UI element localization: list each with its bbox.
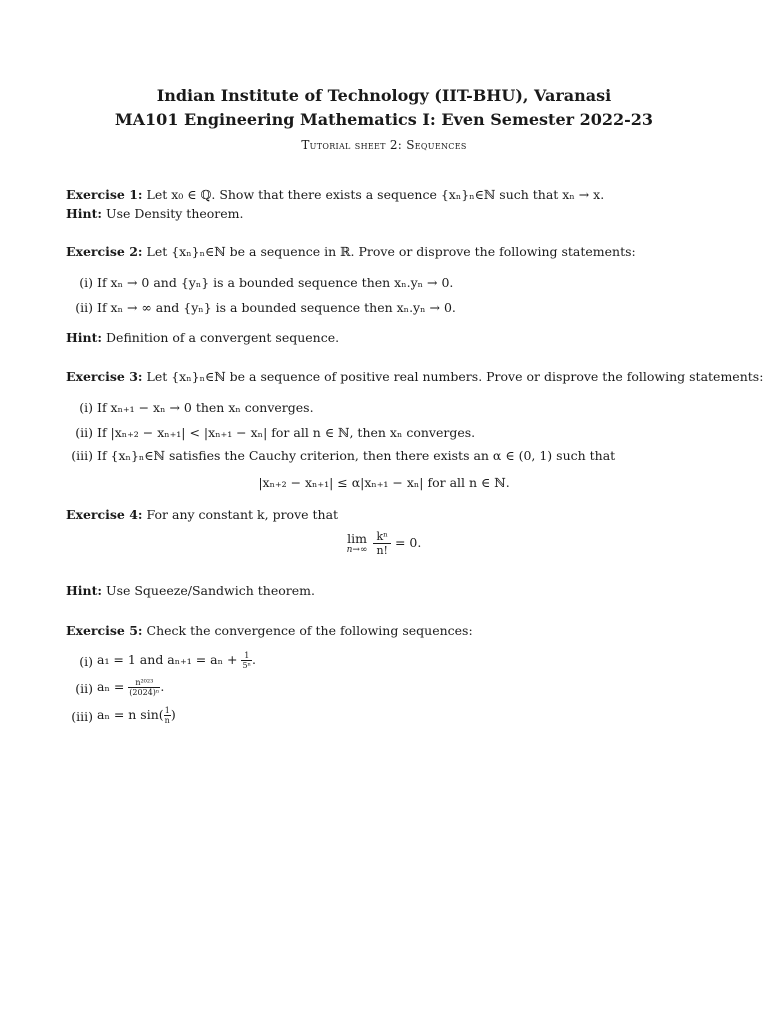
exercise-4-text: For any constant k, prove that (146, 507, 339, 522)
exercise-2 (66, 244, 706, 260)
list-item-number: (iii) (71, 448, 93, 463)
list-item-number: (iii) (71, 709, 93, 724)
hint-text: Use Density theorem. (106, 206, 244, 221)
item-prefix: aₙ = n sin( (97, 707, 164, 722)
fraction-numerator: 1 (164, 706, 170, 715)
sheet-title: Tutorial sheet 2: Sequences (301, 138, 467, 152)
list-item-number: (i) (79, 400, 93, 415)
list-item (97, 706, 176, 725)
fraction-denominator: 5ⁿ (242, 661, 252, 670)
item-suffix: . (252, 652, 257, 667)
exercise-1-label: Exercise 1: (66, 187, 143, 202)
hint-label: Hint: (66, 583, 103, 598)
item-suffix: . (160, 679, 165, 694)
limit-operator (347, 532, 368, 555)
exercise-2-text: Let {xₙ}ₙ∈ℕ be a sequence in ℝ. Prove or disprove the following statements: (146, 244, 636, 259)
exercise-1-hint (66, 206, 706, 222)
item-prefix: aₙ = (97, 679, 129, 694)
list-item: If xₙ → ∞ and {yₙ} is a bounded sequence then xₙ.yₙ → 0. (97, 300, 456, 315)
display-inequality: |xₙ₊₂ − xₙ₊₁| ≤ α|xₙ₊₁ − xₙ| for all n ∈ ℕ. (258, 475, 510, 490)
exercise-3 (66, 369, 764, 385)
exercise-1 (66, 187, 706, 203)
limit-fraction (373, 530, 391, 557)
list-item: If |xₙ₊₂ − xₙ₊₁| < |xₙ₊₁ − xₙ| for all n ∈ ℕ, then xₙ converges. (97, 425, 476, 440)
exercise-3-label: Exercise 3: (66, 369, 143, 384)
inline-fraction (241, 651, 252, 670)
item-suffix: ) (170, 707, 176, 722)
lim-subscript: n→∞ (346, 545, 368, 555)
exercise-5-text: Check the convergence of the following sequences: (146, 623, 473, 638)
list-item-number: (i) (79, 275, 93, 290)
display-limit (0, 530, 768, 557)
inline-fraction (164, 706, 171, 725)
exercise-2-hint (66, 330, 706, 346)
fraction-denominator: n (164, 716, 170, 725)
hint-label: Hint: (66, 206, 103, 221)
exercise-4-label: Exercise 4: (66, 507, 143, 522)
list-item-number: (ii) (75, 425, 93, 440)
course-title: MA101 Engineering Mathematics I: Even Semester 2022-23 (114, 110, 654, 129)
fraction-numerator: n²⁰²³ (128, 678, 160, 688)
exercise-1-text: Let x₀ ∈ ℚ. Show that there exists a sequence {xₙ}ₙ∈ℕ such that xₙ → x. (146, 187, 605, 202)
hint-text: Definition of a convergent sequence. (106, 330, 340, 345)
exercise-5-label: Exercise 5: (66, 623, 143, 638)
list-item: If {xₙ}ₙ∈ℕ satisfies the Cauchy criterion, then there exists an α ∈ (0, 1) such that (97, 448, 616, 463)
exercise-3-text: Let {xₙ}ₙ∈ℕ be a sequence of positive real numbers. Prove or disprove the following statements: (146, 369, 764, 384)
hint-text: Use Squeeze/Sandwich theorem. (106, 583, 315, 598)
inline-fraction (128, 678, 160, 697)
fraction-denominator: n! (376, 544, 388, 557)
item-prefix: a₁ = 1 and aₙ₊₁ = aₙ + (97, 652, 242, 667)
lim-word: lim (347, 531, 367, 546)
fraction-numerator: 1 (241, 651, 252, 661)
fraction-denominator: (2024)ⁿ (129, 688, 160, 697)
equation-tail: = 0. (394, 535, 422, 550)
institute-title: Indian Institute of Technology (IIT-BHU), Varanasi (156, 86, 612, 105)
list-item-number: (ii) (75, 300, 93, 315)
list-item: If xₙ₊₁ − xₙ → 0 then xₙ converges. (97, 400, 314, 415)
list-item-number: (i) (79, 654, 93, 669)
exercise-2-label: Exercise 2: (66, 244, 143, 259)
list-item (97, 678, 164, 697)
list-item: If xₙ → 0 and {yₙ} is a bounded sequence then xₙ.yₙ → 0. (97, 275, 454, 290)
exercise-4 (66, 507, 706, 523)
exercise-5 (66, 623, 706, 639)
exercise-4-hint (66, 583, 706, 599)
hint-label: Hint: (66, 330, 103, 345)
list-item (97, 651, 256, 670)
fraction-numerator: kⁿ (373, 530, 391, 544)
list-item-number: (ii) (75, 681, 93, 696)
